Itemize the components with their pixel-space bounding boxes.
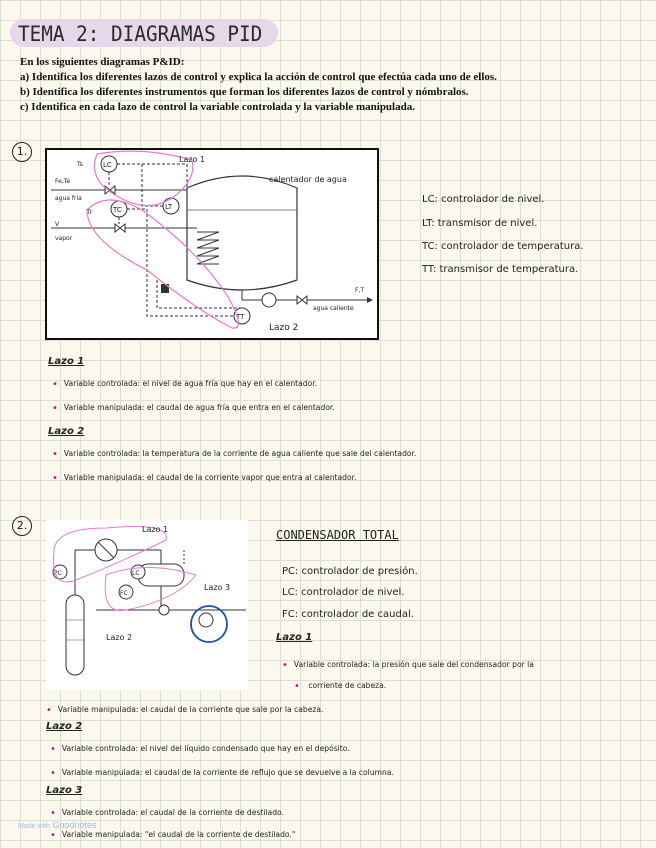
pid-diagram-1-drawing xyxy=(47,150,377,338)
ex2-lazo2-title: Lazo 2 xyxy=(46,721,83,732)
fete-label: Fe,Te xyxy=(55,178,71,185)
ex2-lazo3-title: Lazo 3 xyxy=(46,785,83,796)
pid-diagram-2-drawing xyxy=(46,520,248,690)
ex1-lazo2-title: Lazo 2 xyxy=(48,426,85,437)
tr-label: Tr xyxy=(87,209,93,216)
tc-label: TC xyxy=(113,206,122,214)
ex1-lazo2-controlled: • Variable controlada: la temperatura de la corriente de agua caliente que sale del calentador. xyxy=(52,448,416,459)
agua-caliente-label: agua caliente xyxy=(313,305,354,312)
legend-pc: PC: controlador de presión. xyxy=(282,566,418,577)
ex2-lazo2-annotation: Lazo 2 xyxy=(106,633,133,642)
ex2-lazo1-controlled: • Variable controlada: la presión que sale del condensador por la xyxy=(282,659,534,670)
watermark-small: Made with xyxy=(18,823,50,830)
legend-fc: FC: controlador de caudal. xyxy=(282,609,414,620)
goodnotes-watermark xyxy=(18,820,96,830)
ex2-lazo3-annotation: Lazo 3 xyxy=(204,583,231,592)
legend-tt: TT: transmisor de temperatura. xyxy=(422,264,579,275)
ex2-lazo1-annotation: Lazo 1 xyxy=(142,525,169,534)
lc-label: LC xyxy=(103,161,112,169)
ex2-lazo3-controlled: • Variable controlada: el caudal de la corriente de destilado. xyxy=(50,807,284,818)
ex1-lazo1-title: Lazo 1 xyxy=(48,356,85,367)
legend-tc: TC: controlador de temperatura. xyxy=(422,241,584,252)
pid-diagram-1 xyxy=(45,148,379,340)
lazo2-annotation: Lazo 2 xyxy=(269,323,299,333)
ex2-lazo1-controlled-cont xyxy=(282,680,386,691)
vapor-label: vapor xyxy=(55,235,73,242)
exercise-2-number: 2. xyxy=(12,516,32,536)
pid-diagram-2 xyxy=(46,520,248,690)
ex2-lazo2-controlled: • Variable controlada: el nivel del líquido condensado que hay en el depósito. xyxy=(50,743,350,754)
intro-line-2: b) Identifica los diferentes instrumentos que forman los diferentes lazos de control y nómbralos. xyxy=(20,86,469,98)
intro-line-0: En los siguientes diagramas P&ID: xyxy=(20,56,185,68)
ex2-lazo2-manipulated: • Variable manipulada: el caudal de la corriente de reflujo que se devuelve a la columna. xyxy=(50,767,394,778)
watermark-brand: Goodnotes xyxy=(52,820,97,830)
intro-line-3: c) Identifica en cada lazo de control la variable controlada y la variable manipulada. xyxy=(20,101,415,113)
legend-lc: LC: controlador de nivel. xyxy=(422,194,545,205)
ft-label: F,T xyxy=(355,287,365,294)
ex2-lazo1-manipulated: • Variable manipulada: el caudal de la corriente que sale por la cabeza. xyxy=(46,704,323,715)
lt-label: LT xyxy=(165,203,173,211)
exercise-1-number: 1. xyxy=(12,142,32,162)
ex1-lazo1-manipulated: • Variable manipulada: el caudal de agua fría que entra en el calentador. xyxy=(52,402,335,413)
tt-label: TT xyxy=(236,313,245,321)
ex2-lazo3-manipulated: • Variable manipulada: "el caudal de la corriente de destilado." xyxy=(50,829,295,840)
ts-label: Ts xyxy=(77,161,83,168)
agua-fria-label: agua fria xyxy=(55,195,82,202)
page-title: TEMA 2: DIAGRAMAS PID xyxy=(18,22,263,46)
calentador-annotation: calentador de agua xyxy=(269,175,347,184)
condensador-heading: CONDENSADOR TOTAL xyxy=(276,528,399,542)
lc2-label: LC xyxy=(132,570,140,577)
v-label: V xyxy=(55,221,60,228)
ex1-lazo1-controlled: • Variable controlada: el nivel de agua fría que hay en el calentador. xyxy=(52,378,317,389)
fc-label: FC xyxy=(120,590,128,597)
ex2-lazo1-title: Lazo 1 xyxy=(276,632,313,643)
lazo1-annotation: Lazo 1 xyxy=(179,155,206,164)
ex1-lazo2-manipulated: • Variable manipulada: el caudal de la corriente vapor que entra al calentador. xyxy=(52,472,356,483)
legend-lt: LT: transmisor de nivel. xyxy=(422,218,538,229)
ex2-lazo1-controlled-line2: corriente de cabeza. xyxy=(308,681,387,690)
pc-label: PC xyxy=(54,570,62,577)
intro-line-1: a) Identifica los diferentes lazos de control y explica la acción de control que efectúa cada uno de ellos. xyxy=(20,71,497,83)
legend-lc2: LC: controlador de nivel. xyxy=(282,587,405,598)
